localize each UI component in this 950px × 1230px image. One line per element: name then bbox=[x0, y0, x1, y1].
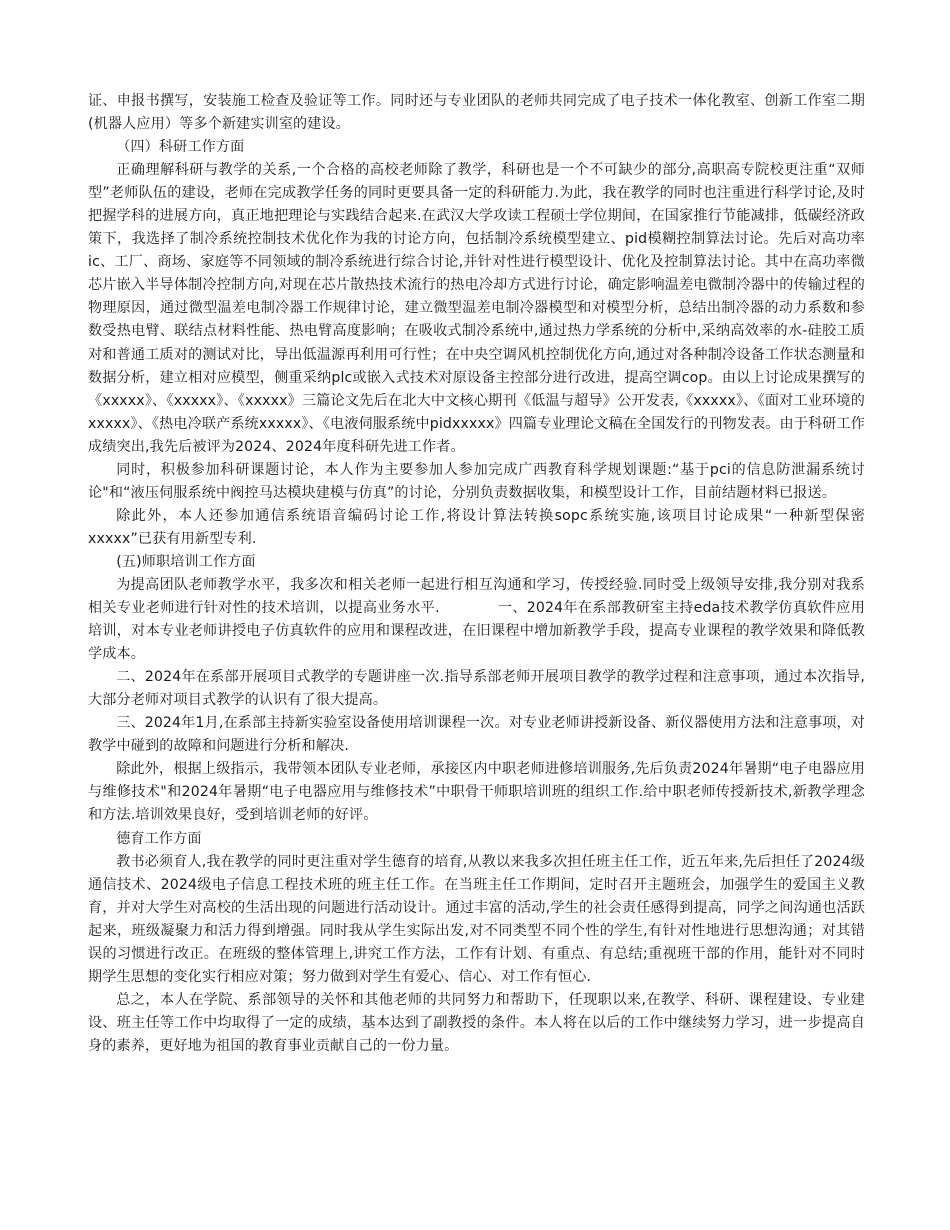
paragraph-moral-education: 教书必须育人,我在教学的同时更注重对学生德育的培育,从教以来我多次担任班主任工作，近五年来,先后担任了2024级通信技术、2024级电子信息工程技术班的班主任工作。在当班主任工作期间，定时召开主题班会，加强学生的爱国主义教育，并对大学生对高校的生活出现的问题进行活动设计。通过丰富的活动,学生的社会责任感得到提高，同学之间沟通也活跃起来，班级凝聚力和活力得到增强。同时我从学生实际出发,对不同类型不同个性的学生,有针对性地进行思想沟通；对其错误的习惯进行改正。在班级的整体管理上,讲究工作方法，工作有计划、有重点、有总结;重视班干部的作用，能针对不同时期学生思想的变化实行相应对策；努力做到对学生有爱心、信心、对工作有恒心. bbox=[88, 853, 865, 985]
paragraph-training: 为提高团队老师教学水平，我多次和相关老师一起进行相互沟通和学习，传授经验.同时受上级领导安排,我分别对我系相关专业老师进行针对性的技术培训，以提高业务水平. 一、2024年在系部教研室主持eda技术教学仿真软件应用培训，对本专业老师讲授电子仿真软件的应用和课程改进，在旧课程中增加新教学手段，提高专业课程的教学效果和降低教学成本。 bbox=[88, 576, 865, 663]
section-heading-research: （四）科研工作方面 bbox=[116, 139, 245, 156]
section-heading-moral-education: 德育工作方面 bbox=[116, 830, 202, 847]
paragraph-continuation: 证、申报书撰写，安装施工检查及验证等工作。同时还与专业团队的老师共同完成了电子技术一体化教室、创新工作室二期(机器人应用）等多个新建实训室的建设。 bbox=[88, 93, 865, 133]
paragraph-research-projects: 同时，积极参加科研课题讨论，本人作为主要参加人参加完成广西教育科学规划课题:“基于pci的信息防泄漏系统讨论"和“液压伺服系统中阀控马达模块建模与仿真”的讨论，分别负责数据收集，和模型设计工作，目前结题材料已报送。 bbox=[88, 461, 865, 501]
document-body bbox=[88, 90, 865, 1058]
paragraph-training-lab: 三、2024年1月,在系部主持新实验室设备使用培训课程一次。对专业老师讲授新设备、新仪器使用方法和注意事项，对教学中碰到的故障和问题进行分析和解决. bbox=[88, 715, 865, 755]
paragraph-research: 正确理解科研与教学的关系,一个合格的高校老师除了教学，科研也是一个不可缺少的部分,高职高专院校更注重“双师型”老师队伍的建设，老师在完成教学任务的同时更要具备一定的科研能力.为此，我在教学的同时也注重进行科学讨论,及时把握学科的进展方向，真正地把理论与实践结合起来.在武汉大学攻读工程硕士学位期间，在国家推行节能减排，低碳经济政策下，我选择了制冷系统控制技术优化作为我的讨论方向，包括制冷系统模型建立、pid模糊控制算法讨论。先后对高功率ic、工厂、商场、家庭等不同领域的制冷系统进行综合讨论,并针对性进行模型设计、优化及控制算法讨论。其中在高功率微芯片嵌入半导体制冷控制方向,对现在芯片散热技术流行的热电冷却方式进行讨论，确定影响温差电微制冷器中的传输过程的物理原因，通过微型温差电制冷器工作规律讨论，建立微型温差电制冷器模型和对模型分析，总结出制冷器的动力系数和参数受热电臂、联结点材料性能、热电臂高度影响；在吸收式制冷系统中,通过热力学系统的分析中,采纳高效率的水-硅胶工质对和普通工质对的测试对比，导出低温源再利用可行性；在中央空调风机控制优化方向,通过对各种制冷设备工作状态测量和数据分析，建立相对应模型，侧重采纳plc或嵌入式技术对原设备主控部分进行改进，提高空调cop。由以上讨论成果撰写的《xxxxx》、《xxxxx》、《xxxxx》三篇论文先后在北大中文核心期刊《低温与超导》公开发表,《xxxxx》、《面对工业环境的xxxxx》、《热电冷联产系统xxxxx》、《电液伺服系统中pidxxxxx》四篇专业理论文稿在全国发行的刊物发表。由于科研工作成绩突出,我先后被评为2024、2024年度科研先进工作者。 bbox=[88, 162, 865, 455]
paragraph-conclusion: 总之，本人在学院、系部领导的关怀和其他老师的共同努力和帮助下，任现职以来,在教学、科研、课程建设、专业建设、班主任等工作中均取得了一定的成绩，基本达到了副教授的条件。本人将在以后的工作中继续努力学习，进一步提高自身的素养，更好地为祖国的教育事业贡献自己的一份力量。 bbox=[88, 991, 865, 1054]
paragraph-training-lecture: 二、2024年在系部开展项目式教学的专题讲座一次.指导系部老师开展项目教学的教学过程和注意事项，通过本次指导,大部分老师对项目式教学的认识有了很大提高。 bbox=[88, 669, 865, 709]
paragraph-training-summer: 除此外，根据上级指示，我带领本团队专业老师，承接区内中职老师进修培训服务,先后负责2024年暑期“电子电器应用与维修技术"和2024年暑期“电子电器应用与维修技术”中职骨干师职培训班的组织工作.给中职老师传授新技术,新教学理念和方法.培训效果良好，受到培训老师的好评。 bbox=[88, 761, 865, 824]
paragraph-research-patent: 除此外，本人还参加通信系统语音编码讨论工作,将设计算法转换sopc系统实施,该项目讨论成果“一种新型保密xxxxx”已获有用新型专利. bbox=[88, 507, 865, 547]
section-heading-training: (五)师职培训工作方面 bbox=[116, 553, 256, 570]
